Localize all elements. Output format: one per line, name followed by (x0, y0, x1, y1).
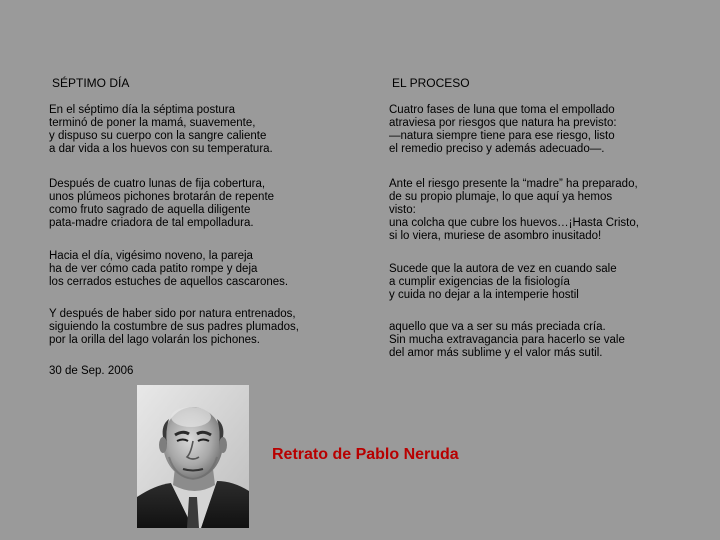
poem-line: pata-madre criadora de tal empolladura. (49, 217, 254, 229)
poem-line: por la orilla del lago volarán los pichones. (49, 334, 260, 346)
right-stanza-4 (389, 321, 625, 360)
poem-line: a dar vida a los huevos con su temperatura. (49, 143, 273, 155)
poem-line: Cuatro fases de luna que toma el empollado (389, 104, 615, 116)
poem-line: los cerrados estuches de aquellos cascarones. (49, 276, 289, 288)
poem-line: una colcha que cubre los huevos…¡Hasta Cristo, (389, 217, 639, 229)
portrait-photo (137, 385, 249, 528)
poem-line: Ante el riesgo presente la “madre” ha preparado, (389, 178, 638, 190)
poem-line: En el séptimo día la séptima postura (49, 104, 236, 116)
right-stanza-3 (389, 263, 617, 302)
portrait-caption: Retrato de Pablo Neruda (272, 446, 459, 463)
poem-line: visto: (389, 204, 416, 216)
poem-line: si lo viera, muriese de asombro inusitado! (389, 230, 602, 242)
poem-line: de su propio plumaje, lo que aquí ya hemos (389, 191, 613, 203)
poem-line: terminó de poner la mamá, suavemente, (49, 117, 256, 129)
poem-date: 30 de Sep. 2006 (49, 365, 134, 377)
poem-line: del amor más sublime y el valor más sutil. (389, 347, 603, 359)
poem-line: y cuida no dejar a la intemperie hostil (389, 289, 579, 301)
poem-line: a cumplir exigencias de la fisiología (389, 276, 570, 288)
left-stanza-4 (49, 308, 299, 347)
poem-line: atraviesa por riesgos que natura ha previsto: (389, 117, 617, 129)
left-stanza-2 (49, 178, 274, 230)
right-heading: EL PROCESO (392, 76, 470, 90)
poem-line: aquello que va a ser su más preciada cría. (389, 321, 606, 333)
right-stanza-2 (389, 178, 639, 243)
poem-line: unos plúmeos pichones brotarán de repente (49, 191, 275, 203)
poem-line: el remedio preciso y además adecuado—. (389, 143, 605, 155)
poem-line: Sucede que la autora de vez en cuando sale (389, 263, 617, 275)
poem-line: Sin mucha extravagancia para hacerlo se vale (389, 334, 625, 346)
poem-line: —natura siempre tiene para ese riesgo, listo (389, 130, 615, 142)
right-stanza-1 (389, 104, 617, 156)
left-stanza-3 (49, 250, 288, 289)
poem-line: Después de cuatro lunas de fija cobertura, (49, 178, 266, 190)
poem-line: y dispuso su cuerpo con la sangre caliente (49, 130, 267, 142)
left-stanza-1 (49, 104, 273, 156)
left-heading: SÉPTIMO DÍA (52, 76, 130, 90)
poem-line: ha de ver cómo cada patito rompe y deja (49, 263, 258, 275)
poem-line: como fruto sagrado de aquella diligente (49, 204, 251, 216)
poem-line: Hacia el día, vigésimo noveno, la pareja (49, 250, 253, 262)
poem-line: Y después de haber sido por natura entrenados, (49, 308, 296, 320)
poem-line: siguiendo la costumbre de sus padres plumados, (49, 321, 299, 333)
